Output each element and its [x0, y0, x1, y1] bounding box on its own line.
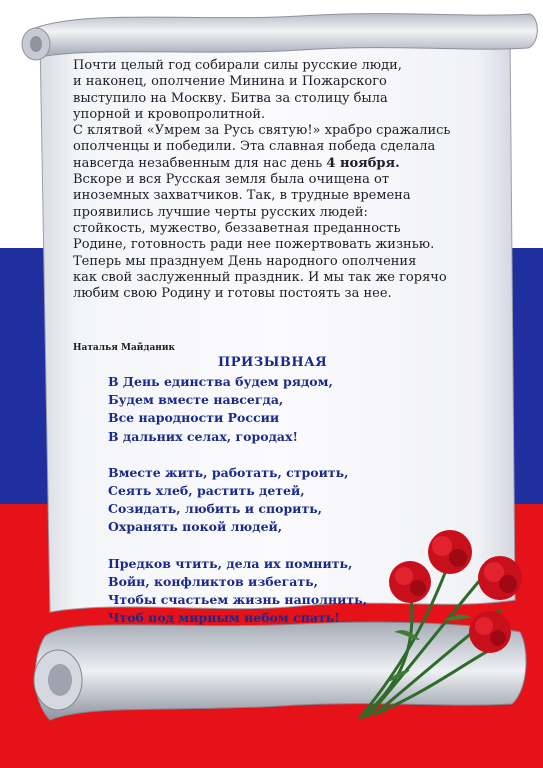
rest-line: Родине, готовность ради нее пожертвовать жизнью. — [73, 237, 435, 253]
intro-line: ополченцы и победили. Эта славная победа сделала — [73, 139, 436, 155]
poem-author: Наталья Майданик — [73, 343, 176, 353]
poem-line: Вместе жить, работать, строить, — [108, 464, 349, 480]
history-text — [73, 58, 513, 302]
poem-title: ПРИЗЫВНАЯ — [218, 355, 328, 370]
stanza — [108, 464, 367, 537]
holiday-date: 4 ноября. — [326, 155, 400, 171]
rest-line: стойкость, мужество, беззаветная преданность — [73, 220, 401, 236]
intro-line: навсегда незабвенным для нас день — [73, 155, 323, 171]
poem-line: Созидать, любить и спорить, — [108, 501, 323, 517]
poem-line: Войн, конфликтов избегать, — [108, 573, 318, 589]
poem-line: Будем вместе навсегда, — [108, 392, 284, 408]
rest-line: любим свою Родину и готовы постоять за нее. — [73, 286, 392, 302]
rest-line: Теперь мы празднуем День народного ополчения — [73, 253, 417, 269]
stanza — [108, 373, 367, 446]
intro-line: Почти целый год собирали силы русские люди, — [73, 58, 402, 73]
poem-line: Охранять покой людей, — [108, 519, 283, 535]
intro-line: выступило на Москву. Битва за столицу была — [73, 90, 388, 106]
poem-line: Предков чтить, дела их помнить, — [108, 555, 353, 571]
intro-line: упорной и кровопролитной. — [73, 106, 266, 122]
rest-line: как свой заслуженный праздник. И мы так же горячо — [73, 269, 447, 285]
stanza — [108, 555, 367, 628]
poem-line: Чтобы счастьем жизнь наполнить, — [108, 592, 367, 608]
poem-line: В День единства будем рядом, — [108, 374, 333, 389]
poem — [108, 373, 367, 645]
carnations-bouquet — [350, 520, 543, 720]
rest-line: иноземных захватчиков. Так, в трудные времена — [73, 188, 411, 204]
poem-line: Чтоб под мирным небом спать! — [108, 610, 340, 626]
intro-line: С клятвой «Умрем за Русь святую!» храбро сражались — [73, 123, 451, 139]
rest-line: проявились лучшие черты русских людей: — [73, 204, 368, 220]
rest-line: Вскоре и вся Русская земля была очищена от — [73, 172, 390, 188]
poem-line: В дальних селах, городах! — [108, 428, 298, 444]
poem-line: Все народности России — [108, 410, 280, 426]
date-line — [73, 156, 513, 172]
poem-line: Сеять хлеб, растить детей, — [108, 483, 305, 499]
intro-line: и наконец, ополчение Минина и Пожарского — [73, 74, 387, 90]
